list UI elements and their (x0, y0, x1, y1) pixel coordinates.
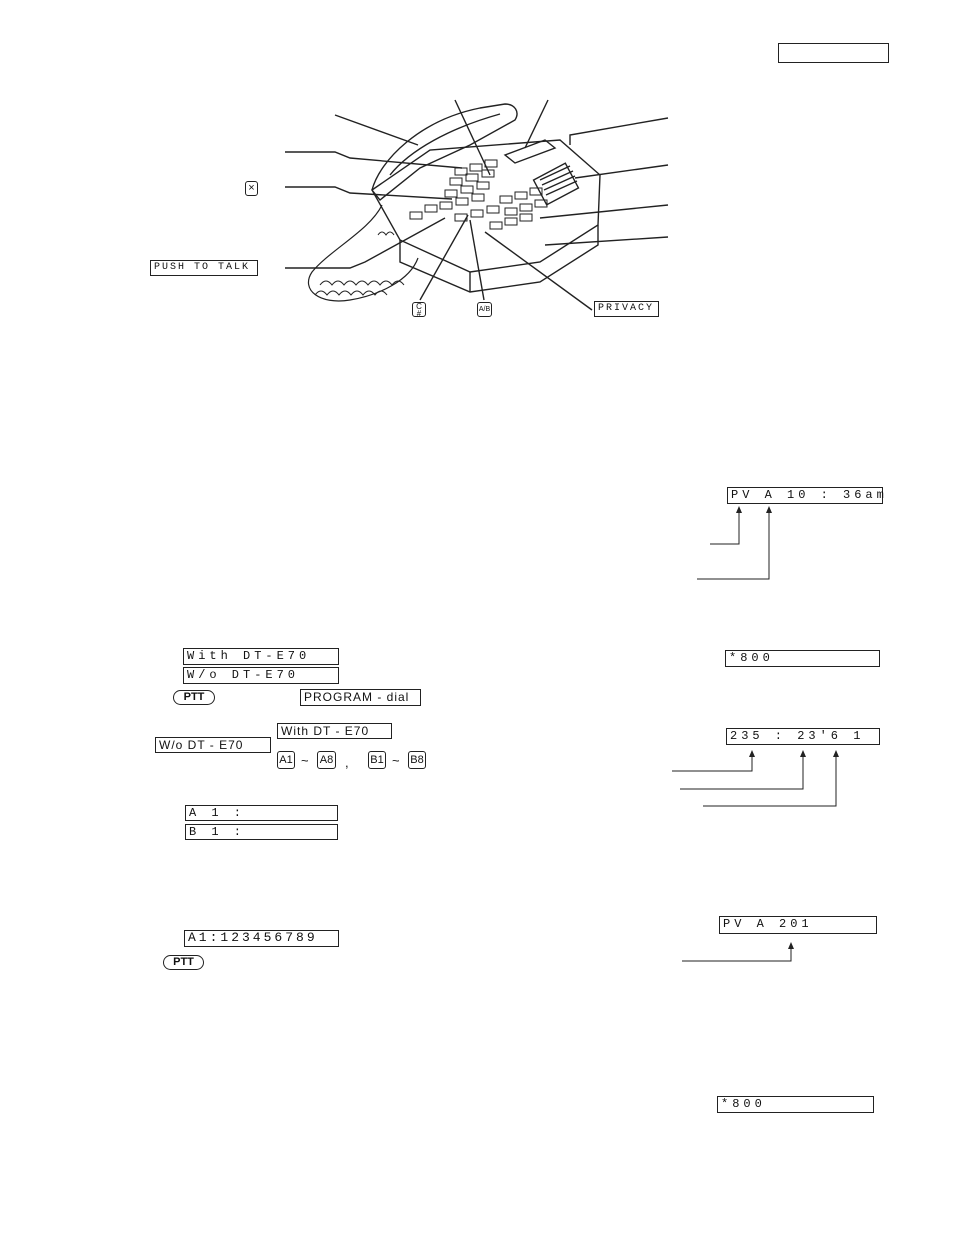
program-dial-key: PROGRAM - dial (300, 689, 421, 706)
c-hash-key-bottom: # (416, 309, 422, 318)
display-a1-empty: A 1 : (185, 805, 338, 821)
key-a8-icon: A8 (317, 751, 336, 769)
tilde-b: ~ (392, 753, 400, 768)
display-star800-2: *800 (717, 1096, 874, 1113)
display-privacy-time: PV A 10 : 36am (727, 487, 883, 504)
with-dte70-box-2: With DT - E70 (277, 723, 392, 739)
key-a1-icon: A1 (277, 751, 295, 769)
tilde-a: ~ (301, 753, 309, 768)
display-a1-number: A1:123456789 (184, 930, 339, 947)
key-b8-icon: B8 (408, 751, 426, 769)
comma-separator: , (345, 755, 349, 770)
telephone-illustration (0, 0, 954, 340)
clear-key-icon: × (245, 181, 258, 196)
display-b1-empty: B 1 : (185, 824, 338, 840)
push-to-talk-label: PUSH TO TALK (150, 260, 258, 276)
key-b1-icon: B1 (368, 751, 386, 769)
wo-dte70-box-2: W/o DT - E70 (155, 737, 271, 753)
c-hash-key-icon (412, 302, 426, 317)
display-star800-1: *800 (725, 650, 880, 667)
c-hash-key-top: C (416, 302, 422, 311)
ptt-key-icon: PTT (173, 690, 215, 705)
ptt-key-icon-2: PTT (163, 955, 204, 970)
ab-key-icon: A/B (477, 302, 492, 317)
privacy-label: PRIVACY (594, 301, 659, 317)
with-dte70-display: With DT-E70 (183, 648, 339, 665)
display-235: 235 : 23'6 1 (726, 728, 880, 745)
wo-dte70-display: W/o DT-E70 (183, 667, 339, 684)
display-pv-a201: PV A 201 (719, 916, 877, 934)
